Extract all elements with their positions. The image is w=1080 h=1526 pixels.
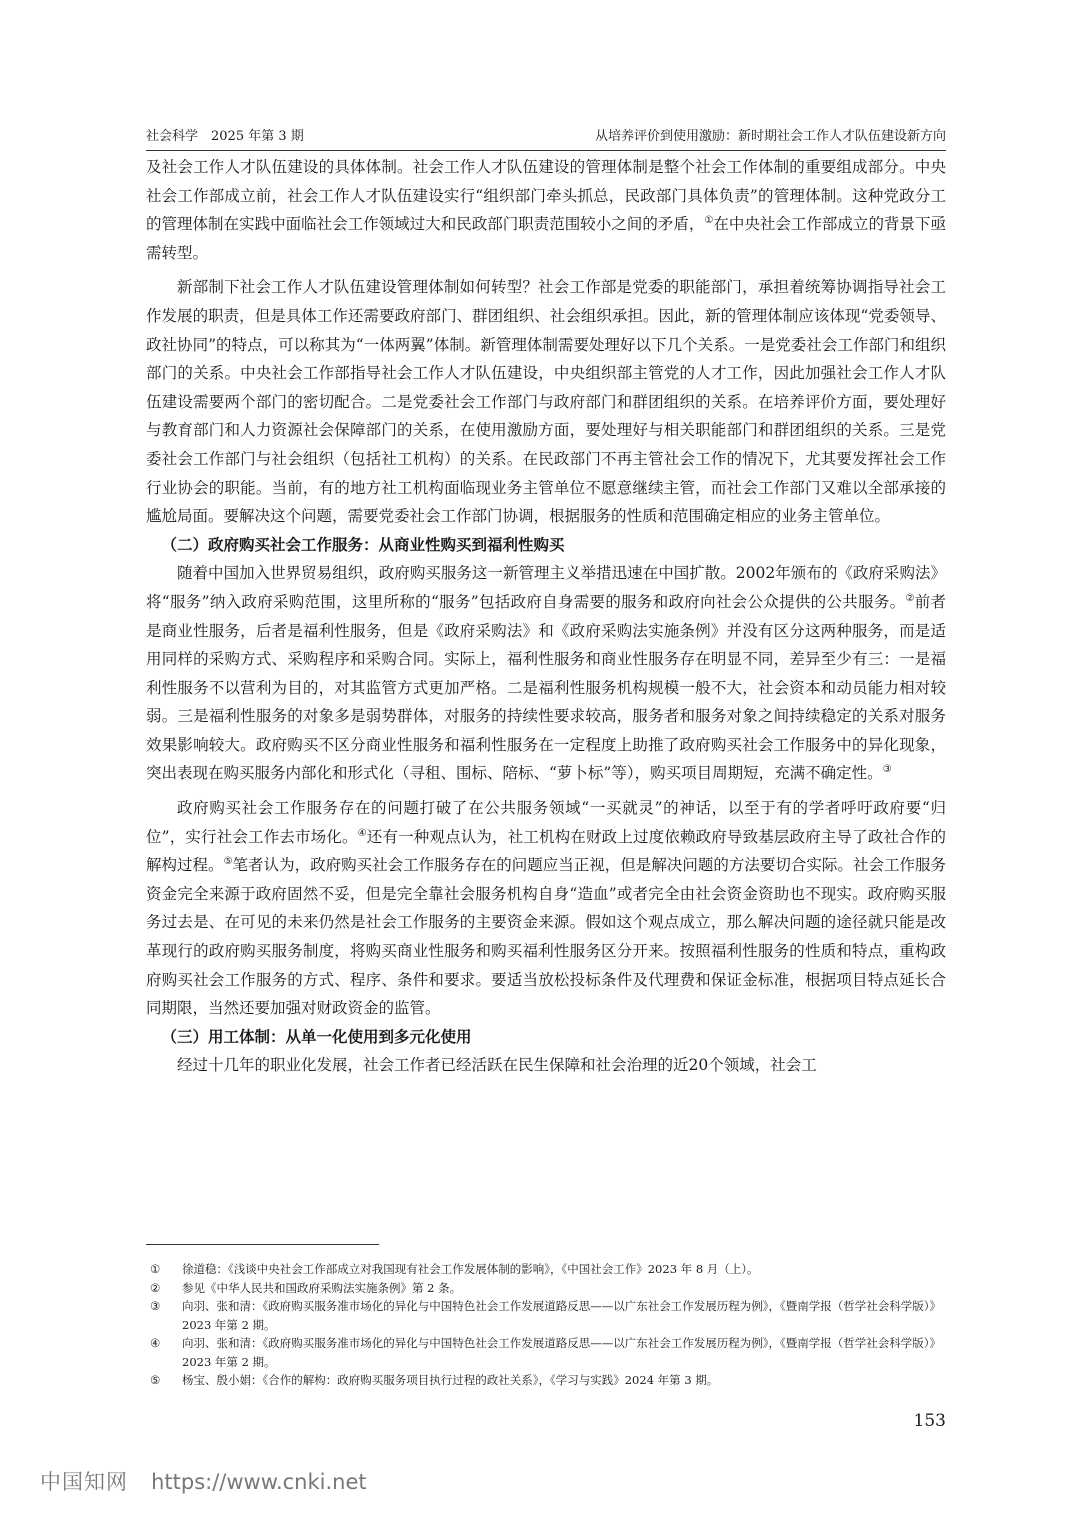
footnote-ref-1[interactable]: ① xyxy=(704,215,714,227)
footnote-item xyxy=(146,1334,946,1371)
footnote-text: 向羽、张和清：《政府购买服务准市场化的异化与中国特色社会工作发展道路反思——以广东社会工作发展历程为例》，《暨南学报（哲学社会科学版）》2023 年第 2 期。 xyxy=(182,1299,941,1332)
cnki-logo: 中国知网 xyxy=(40,1470,128,1494)
paragraph-5: 经过十几年的职业化发展，社会工作者已经活跃在民生保障和社会治理的近20个领域，社会工 xyxy=(177,1056,817,1075)
journal-issue: 社会科学 2025 年第 3 期 xyxy=(146,129,304,144)
footnote-item xyxy=(146,1279,946,1298)
header-rule xyxy=(146,150,946,151)
paragraph-1: 及社会工作人才队伍建设的具体体制。社会工作人才队伍建设的管理体制是整个社会工作体制的重要组成部分。中央社会工作部成立前，社会工作人才队伍建设实行“组织部门牵头抓总，民政部门具体负责”的管理体制。这种党政分工的管理体制在实践中面临社会工作领域过大和民政部门职责范围较小之间的矛盾，①在中央社会工作部成立的背景下亟需转型。 xyxy=(146,158,946,262)
page-number: 153 xyxy=(913,1411,946,1431)
footnote-mark: ④ xyxy=(150,1336,161,1350)
footnote-mark: ③ xyxy=(150,1299,161,1313)
footnotes xyxy=(146,1260,946,1390)
paragraph-3: 随着中国加入世界贸易组织，政府购买服务这一新管理主义举措迅速在中国扩散。2002年颁布的《政府采购法》将“服务”纳入政府采购范围，这里所称的“服务”包括政府自身需要的服务和政府向社会公众提供的公共服务。②前者是商业性服务，后者是福利性服务，但是《政府采购法》和《政府采购法实施条例》并没有区分这两种服务，而是适用同样的采购方式、采购程序和采购合同。实际上，福利性服务和商业性服务存在明显不同，差异至少有三：一是福利性服务不以营利为目的，对其监管方式更加严格。二是福利性服务机构规模一般不大，社会资本和动员能力相对较弱。三是福利性服务的对象多是弱势群体，对服务的持续性要求较高，服务者和服务对象之间持续稳定的关系对服务效果影响较大。政府购买不区分商业性服务和福利性服务在一定程度上助推了政府购买社会工作服务中的异化现象，突出表现在购买服务内部化和形式化（寻租、围标、陪标、“萝卜标”等），购买项目周期短，充满不确定性。③ xyxy=(146,564,946,783)
footnote-text: 徐道稳：《浅谈中央社会工作部成立对我国现有社会工作发展体制的影响》，《中国社会工作》2023 年 8 月（上）。 xyxy=(182,1262,759,1276)
footnote-item xyxy=(146,1260,946,1279)
footnote-ref-5[interactable]: ⑤ xyxy=(223,856,233,868)
footnote-rule xyxy=(146,1244,379,1245)
footnote-text: 参见《中华人民共和国政府采购法实施条例》第 2 条。 xyxy=(182,1280,462,1295)
footnote-item xyxy=(146,1371,946,1390)
footnote-mark: ① xyxy=(150,1262,161,1276)
cnki-url[interactable]: https://www.cnki.net xyxy=(151,1470,367,1494)
paragraph-4: 政府购买社会工作服务存在的问题打破了在公共服务领域“一买就灵”的神话，以至于有的学者呼吁政府要“归位”，实行社会工作去市场化。④还有一种观点认为，社工机构在财政上过度依赖政府导致基层政府主导了政社合作的解构过程。⑤笔者认为，政府购买社会工作服务存在的问题应当正视，但是解决问题的方法要切合实际。社会工作服务资金完全来源于政府固然不妥，但是完全靠社会服务机构自身“造血”或者完全由社会资金资助也不现实。政府购买服务过去是、在可见的未来仍然是社会工作服务的主要资金来源。假如这个观点成立，那么解决问题的途径就只能是改革现行的政府购买服务制度，将购买商业性服务和购买福利性服务区分开来。按照福利性服务的性质和特点，重构政府购买社会工作服务的方式、程序、条件和要求。要适当放松投标条件及代理费和保证金标准，根据项目特点延长合同期限，当然还要加强对财政资金的监管。 xyxy=(146,799,946,1018)
section-heading-2: （二）政府购买社会工作服务：从商业性购买到福利性购买 xyxy=(161,535,565,554)
cnki-watermark xyxy=(40,1466,367,1498)
running-header xyxy=(146,127,946,147)
footnote-ref-4[interactable]: ④ xyxy=(357,827,367,839)
footnote-text: 向羽、张和清：《政府购买服务准市场化的异化与中国特色社会工作发展道路反思——以广东社会工作发展历程为例》，《暨南学报（哲学社会科学版）》2023 年第 2 期。 xyxy=(182,1336,941,1369)
footnote-item xyxy=(146,1297,946,1334)
paragraph-2: 新部制下社会工作人才队伍建设管理体制如何转型？社会工作部是党委的职能部门，承担着统筹协调指导社会工作发展的职责，但是具体工作还需要政府部门、群团组织、社会组织承担。因此，新的管理体制应该体现“党委领导、政社协同”的特点，可以称其为“一体两翼”体制。新管理体制需要处理好以下几个关系。一是党委社会工作部门和组织部门的关系。中央社会工作部指导社会工作人才队伍建设，中央组织部主管党的人才工作，因此加强社会工作人才队伍建设需要两个部门的密切配合。二是党委社会工作部门与政府部门和群团组织的关系。在培养评价方面，要处理好与教育部门和人力资源社会保障部门的关系，在使用激励方面，要处理好与相关职能部门和群团组织的关系。三是党委社会工作部门与社会组织（包括社工机构）的关系。在民政部门不再主管社会工作的情况下，尤其要发挥社会工作行业协会的职能。当前，有的地方社工机构面临现业务主管单位不愿意继续主管，而社会工作部门又难以全部承接的尴尬局面。要解决这个问题，需要党委社会工作部门协调，根据服务的性质和范围确定相应的业务主管单位。 xyxy=(146,278,946,526)
footnote-mark: ⑤ xyxy=(150,1373,161,1387)
section-heading-3: （三）用工体制：从单一化使用到多元化使用 xyxy=(161,1027,472,1046)
footnote-text: 杨宝、殷小娟：《合作的解构：政府购买服务项目执行过程的政社关系》，《学习与实践》2024 年第 3 期。 xyxy=(182,1373,719,1387)
running-article-title: 从培养评价到使用激励：新时期社会工作人才队伍建设新方向 xyxy=(594,129,946,144)
footnote-ref-2[interactable]: ② xyxy=(905,592,915,604)
footnote-mark: ② xyxy=(150,1280,161,1295)
footnote-ref-3[interactable]: ③ xyxy=(882,764,892,776)
main-text xyxy=(146,153,946,1080)
